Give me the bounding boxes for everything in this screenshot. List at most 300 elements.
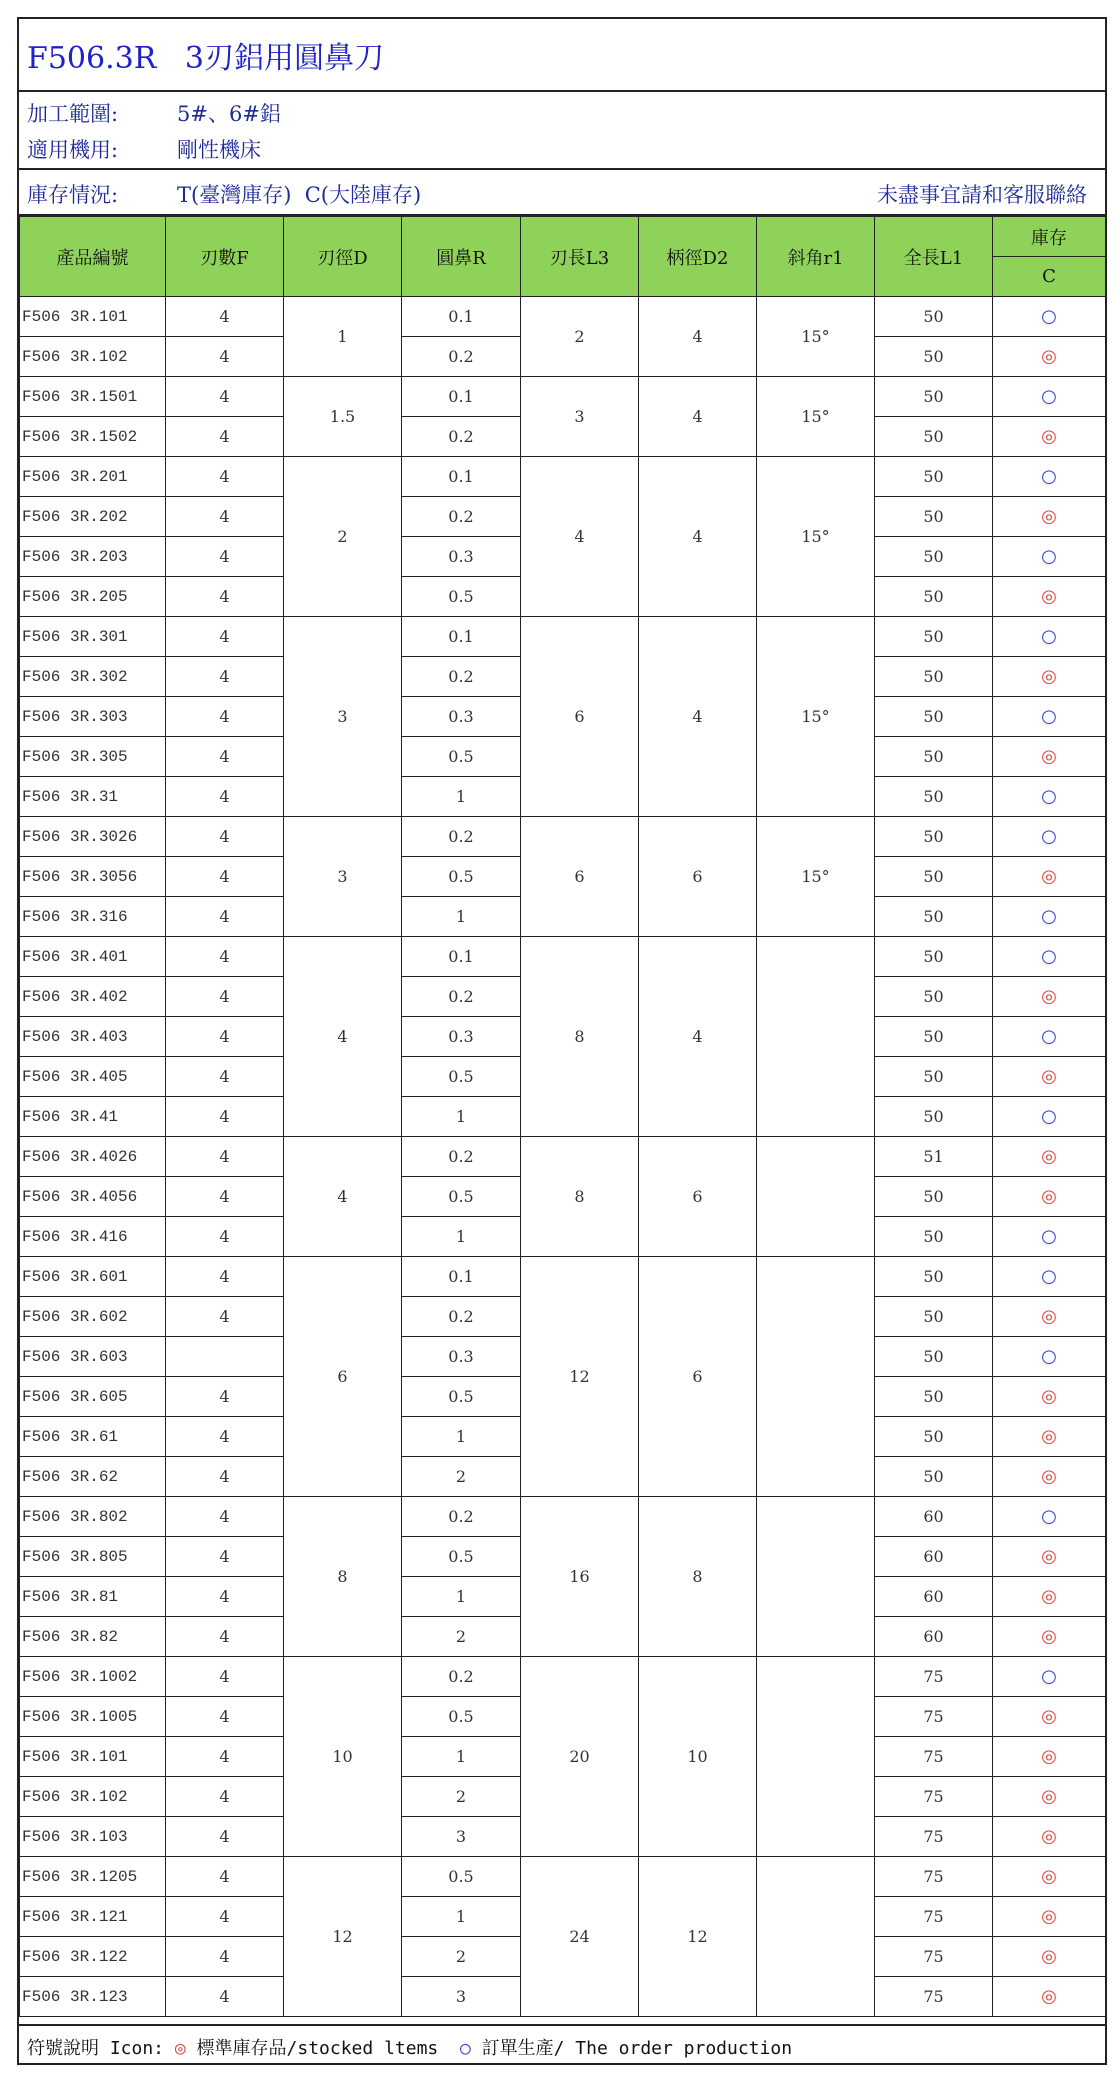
stock-cell <box>993 417 1106 457</box>
cutter-diameter: 4 <box>284 937 402 1137</box>
stocked-symbol-icon: ◎ <box>1041 1066 1057 1087</box>
flute-count: 4 <box>166 1417 284 1457</box>
table-row <box>20 377 1106 417</box>
stocked-symbol-icon: ◎ <box>1041 866 1057 887</box>
contact-note: 未盡事宜請和客服聯絡 <box>877 183 1087 207</box>
product-code: F506 3R.1502 <box>20 417 166 457</box>
stock-cell <box>993 1937 1106 1977</box>
stocked-symbol-icon: ◎ <box>1041 1866 1057 1887</box>
order-symbol-icon: ○ <box>1041 626 1057 647</box>
overall-length: 50 <box>875 297 993 337</box>
flute-count: 4 <box>166 937 284 977</box>
stocked-symbol-icon: ◎ <box>1041 1586 1057 1607</box>
order-symbol-icon: ○ <box>1041 946 1057 967</box>
overall-length: 75 <box>875 1857 993 1897</box>
flute-length: 2 <box>521 297 639 377</box>
stock-cell <box>993 1777 1106 1817</box>
corner-radius: 0.1 <box>402 617 521 657</box>
helix-angle: 15° <box>757 297 875 377</box>
overall-length: 50 <box>875 1417 993 1457</box>
overall-length: 50 <box>875 1217 993 1257</box>
corner-radius: 0.1 <box>402 457 521 497</box>
corner-radius: 0.2 <box>402 657 521 697</box>
stock-cell <box>993 937 1106 977</box>
legend-row <box>19 2024 1105 2063</box>
stocked-symbol-icon: ◎ <box>1041 1626 1057 1647</box>
col-header-code: 產品編號 <box>20 217 166 297</box>
helix-angle <box>757 1857 875 2017</box>
order-symbol-icon: ○ <box>1041 706 1057 727</box>
table-body <box>20 297 1106 2017</box>
corner-radius: 2 <box>402 1777 521 1817</box>
col-header-shank: 柄徑D2 <box>639 217 757 297</box>
order-symbol-icon: ○ <box>1041 1226 1057 1247</box>
flute-count: 4 <box>166 1097 284 1137</box>
product-code: F506 3R.122 <box>20 1937 166 1977</box>
flute-count: 4 <box>166 1617 284 1657</box>
title-row <box>19 19 1105 92</box>
shank-diameter: 10 <box>639 1657 757 1857</box>
corner-radius: 0.3 <box>402 1017 521 1057</box>
stock-cell <box>993 577 1106 617</box>
flute-count: 4 <box>166 1257 284 1297</box>
corner-radius: 0.3 <box>402 1337 521 1377</box>
product-code: F506 3R.802 <box>20 1497 166 1537</box>
stock-status <box>27 179 421 209</box>
product-code: F506 3R.4056 <box>20 1177 166 1217</box>
info-row <box>19 92 1105 170</box>
corner-radius: 0.1 <box>402 1257 521 1297</box>
overall-length: 75 <box>875 1897 993 1937</box>
stock-cell <box>993 1497 1106 1537</box>
stocked-symbol-icon: ◎ <box>1041 1546 1057 1567</box>
stocked-symbol-icon: ◎ <box>1041 1746 1057 1767</box>
product-code: F506 3R.316 <box>20 897 166 937</box>
corner-radius: 1 <box>402 1097 521 1137</box>
order-symbol-icon: ○ <box>1041 466 1057 487</box>
shank-diameter: 12 <box>639 1857 757 2017</box>
helix-angle <box>757 1257 875 1497</box>
overall-length: 50 <box>875 1017 993 1057</box>
stock-cell <box>993 497 1106 537</box>
corner-radius: 3 <box>402 1977 521 2017</box>
cutter-diameter: 10 <box>284 1657 402 1857</box>
stocked-symbol-icon: ◎ <box>1041 1906 1057 1927</box>
stock-status-label: 庫存情況: <box>27 183 119 207</box>
stock-cell <box>993 1097 1106 1137</box>
flute-count: 4 <box>166 657 284 697</box>
cutter-diameter: 4 <box>284 1137 402 1257</box>
order-symbol-icon: ○ <box>1041 1346 1057 1367</box>
flute-count: 4 <box>166 1217 284 1257</box>
corner-radius: 0.5 <box>402 1697 521 1737</box>
table-row <box>20 297 1106 337</box>
table-row <box>20 1137 1106 1177</box>
stock-cell <box>993 1657 1106 1697</box>
product-code: F506 3R.303 <box>20 697 166 737</box>
col-header-stock: 庫存 <box>993 217 1106 257</box>
corner-radius: 3 <box>402 1817 521 1857</box>
corner-radius: 0.1 <box>402 377 521 417</box>
product-code: F506 3R.1501 <box>20 377 166 417</box>
legend-order-text: 訂單生產/ The order production <box>470 2038 793 2059</box>
product-code: F506 3R.403 <box>20 1017 166 1057</box>
stocked-symbol-icon: ◎ <box>1041 1986 1057 2007</box>
stocked-symbol-icon: ◎ <box>1041 1306 1057 1327</box>
order-symbol-icon: ○ <box>1041 1266 1057 1287</box>
overall-length: 75 <box>875 1777 993 1817</box>
flute-length: 3 <box>521 377 639 457</box>
order-symbol-icon: ○ <box>1041 906 1057 927</box>
flute-count: 4 <box>166 697 284 737</box>
corner-radius: 0.3 <box>402 537 521 577</box>
corner-radius: 0.2 <box>402 1137 521 1177</box>
product-code: F506 3R.81 <box>20 1577 166 1617</box>
legend <box>27 2034 792 2060</box>
overall-length: 50 <box>875 737 993 777</box>
stock-cell <box>993 977 1106 1017</box>
stock-cell <box>993 657 1106 697</box>
flute-count: 4 <box>166 1457 284 1497</box>
corner-radius: 0.5 <box>402 1057 521 1097</box>
stocked-symbol-icon: ◎ <box>1041 1786 1057 1807</box>
applicable-machine <box>27 134 261 164</box>
col-header-diameter: 刃徑D <box>284 217 402 297</box>
stock-cell <box>993 1177 1106 1217</box>
helix-angle <box>757 1497 875 1657</box>
overall-length: 50 <box>875 1257 993 1297</box>
overall-length: 50 <box>875 817 993 857</box>
flute-count: 4 <box>166 1377 284 1417</box>
stock-cell <box>993 1297 1106 1337</box>
order-symbol-icon: ○ <box>1041 386 1057 407</box>
product-code: F506 3R.805 <box>20 1537 166 1577</box>
corner-radius: 0.5 <box>402 1177 521 1217</box>
corner-radius: 0.2 <box>402 1657 521 1697</box>
table-row <box>20 1497 1106 1537</box>
product-code: F506 3R.3026 <box>20 817 166 857</box>
order-symbol-icon: ○ <box>459 2038 471 2059</box>
overall-length: 50 <box>875 417 993 457</box>
cutter-diameter: 3 <box>284 617 402 817</box>
corner-radius: 2 <box>402 1937 521 1977</box>
flute-count <box>166 1337 284 1377</box>
col-header-flute-length: 刃長L3 <box>521 217 639 297</box>
stock-cell <box>993 1817 1106 1857</box>
flute-count: 4 <box>166 457 284 497</box>
stocked-symbol-icon: ◎ <box>1041 426 1057 447</box>
helix-angle: 15° <box>757 457 875 617</box>
overall-length: 50 <box>875 697 993 737</box>
flute-length: 12 <box>521 1257 639 1497</box>
stock-cell <box>993 1697 1106 1737</box>
applicable-machine-label: 適用機用: <box>27 138 119 162</box>
table-row <box>20 1657 1106 1697</box>
product-code: F506 3R.4026 <box>20 1137 166 1177</box>
table-row <box>20 817 1106 857</box>
product-code: F506 3R.416 <box>20 1217 166 1257</box>
order-symbol-icon: ○ <box>1041 786 1057 807</box>
product-code: F506 3R.602 <box>20 1297 166 1337</box>
overall-length: 50 <box>875 1457 993 1497</box>
product-code: F506 3R.305 <box>20 737 166 777</box>
stock-cell <box>993 1897 1106 1937</box>
stocked-symbol-icon: ◎ <box>1041 1146 1057 1167</box>
order-symbol-icon: ○ <box>1041 1106 1057 1127</box>
stock-cell <box>993 1457 1106 1497</box>
corner-radius: 0.2 <box>402 1297 521 1337</box>
col-header-flutes: 刃數F <box>166 217 284 297</box>
overall-length: 50 <box>875 617 993 657</box>
stocked-symbol-icon: ◎ <box>1041 1426 1057 1447</box>
table-row <box>20 1857 1106 1897</box>
stock-cell <box>993 1217 1106 1257</box>
product-code: F506 3R.82 <box>20 1617 166 1657</box>
stock-cell <box>993 897 1106 937</box>
stock-cell <box>993 337 1106 377</box>
corner-radius: 0.2 <box>402 337 521 377</box>
order-symbol-icon: ○ <box>1041 1506 1057 1527</box>
applicable-machine-value: 剛性機床 <box>177 138 261 162</box>
stock-cell <box>993 1337 1106 1377</box>
stock-cell <box>993 697 1106 737</box>
overall-length: 50 <box>875 497 993 537</box>
overall-length: 50 <box>875 1057 993 1097</box>
corner-radius: 1 <box>402 1737 521 1777</box>
product-code: F506 3R.1002 <box>20 1657 166 1697</box>
product-code: F506 3R.121 <box>20 1897 166 1937</box>
corner-radius: 0.3 <box>402 697 521 737</box>
flute-count: 4 <box>166 1657 284 1697</box>
shank-diameter: 6 <box>639 1137 757 1257</box>
overall-length: 50 <box>875 777 993 817</box>
flute-length: 24 <box>521 1857 639 2017</box>
stock-cell <box>993 777 1106 817</box>
corner-radius: 0.5 <box>402 1857 521 1897</box>
stock-status-value: T(臺灣庫存) C(大陸庫存) <box>177 183 422 207</box>
stocked-symbol-icon: ◎ <box>1041 1186 1057 1207</box>
product-code: F506 3R.202 <box>20 497 166 537</box>
product-code: F506 3R.402 <box>20 977 166 1017</box>
stock-cell <box>993 1377 1106 1417</box>
corner-radius: 0.5 <box>402 577 521 617</box>
corner-radius: 0.2 <box>402 417 521 457</box>
stock-cell <box>993 817 1106 857</box>
overall-length: 60 <box>875 1617 993 1657</box>
overall-length: 50 <box>875 1297 993 1337</box>
stocked-symbol-icon: ◎ <box>1041 986 1057 1007</box>
col-header-stock-c: C <box>993 257 1106 297</box>
flute-count: 4 <box>166 1577 284 1617</box>
flute-count: 4 <box>166 977 284 1017</box>
helix-angle <box>757 1657 875 1857</box>
stock-cell <box>993 1417 1106 1457</box>
product-code: F506 3R.41 <box>20 1097 166 1137</box>
product-code: F506 3R.1205 <box>20 1857 166 1897</box>
flute-count: 4 <box>166 777 284 817</box>
corner-radius: 0.2 <box>402 817 521 857</box>
corner-radius: 1 <box>402 777 521 817</box>
product-code: F506 3R.301 <box>20 617 166 657</box>
stocked-symbol-icon: ◎ <box>1041 1946 1057 1967</box>
stocked-symbol-icon: ◎ <box>1041 1706 1057 1727</box>
product-code: F506 3R.61 <box>20 1417 166 1457</box>
flute-count: 4 <box>166 737 284 777</box>
stock-cell <box>993 1017 1106 1057</box>
stock-cell <box>993 457 1106 497</box>
stocked-symbol-icon: ◎ <box>1041 1386 1057 1407</box>
product-code: F506 3R.101 <box>20 1737 166 1777</box>
stocked-symbol-icon: ◎ <box>1041 666 1057 687</box>
flute-count: 4 <box>166 617 284 657</box>
shank-diameter: 8 <box>639 1497 757 1657</box>
helix-angle <box>757 1137 875 1257</box>
stock-cell <box>993 1977 1106 2017</box>
flute-count: 4 <box>166 337 284 377</box>
shank-diameter: 6 <box>639 817 757 937</box>
corner-radius: 0.2 <box>402 977 521 1017</box>
flute-count: 4 <box>166 1817 284 1857</box>
product-code: F506 3R.62 <box>20 1457 166 1497</box>
flute-count: 4 <box>166 1737 284 1777</box>
table-row <box>20 937 1106 977</box>
col-header-angle: 斜角r1 <box>757 217 875 297</box>
corner-radius: 0.2 <box>402 1497 521 1537</box>
overall-length: 50 <box>875 457 993 497</box>
flute-count: 4 <box>166 1137 284 1177</box>
product-code: F506 3R.102 <box>20 1777 166 1817</box>
stocked-symbol-icon: ◎ <box>1041 1466 1057 1487</box>
cutter-diameter: 12 <box>284 1857 402 2017</box>
flute-count: 4 <box>166 1937 284 1977</box>
product-code: F506 3R.103 <box>20 1817 166 1857</box>
overall-length: 50 <box>875 1377 993 1417</box>
stock-cell <box>993 1857 1106 1897</box>
order-symbol-icon: ○ <box>1041 826 1057 847</box>
stocked-symbol-icon: ◎ <box>1041 1826 1057 1847</box>
corner-radius: 0.5 <box>402 1377 521 1417</box>
table-row <box>20 457 1106 497</box>
stock-cell <box>993 737 1106 777</box>
flute-count: 4 <box>166 1777 284 1817</box>
corner-radius: 1 <box>402 1897 521 1937</box>
flute-count: 4 <box>166 297 284 337</box>
overall-length: 60 <box>875 1577 993 1617</box>
overall-length: 50 <box>875 1337 993 1377</box>
product-code: F506 3R.203 <box>20 537 166 577</box>
product-code: F506 3R.401 <box>20 937 166 977</box>
stocked-symbol-icon: ◎ <box>1041 586 1057 607</box>
corner-radius: 0.5 <box>402 737 521 777</box>
overall-length: 75 <box>875 1697 993 1737</box>
cutter-diameter: 3 <box>284 817 402 937</box>
cutter-diameter: 6 <box>284 1257 402 1497</box>
machining-range <box>27 98 281 128</box>
corner-radius: 1 <box>402 1417 521 1457</box>
shank-diameter: 4 <box>639 457 757 617</box>
shank-diameter: 4 <box>639 937 757 1137</box>
flute-length: 6 <box>521 817 639 937</box>
flute-length: 4 <box>521 457 639 617</box>
flute-count: 4 <box>166 897 284 937</box>
stock-cell <box>993 857 1106 897</box>
flute-length: 20 <box>521 1657 639 1857</box>
product-code: F506 3R.405 <box>20 1057 166 1097</box>
flute-count: 4 <box>166 1017 284 1057</box>
overall-length: 75 <box>875 1657 993 1697</box>
flute-count: 4 <box>166 497 284 537</box>
corner-radius: 0.5 <box>402 857 521 897</box>
stock-cell <box>993 1537 1106 1577</box>
overall-length: 50 <box>875 937 993 977</box>
helix-angle: 15° <box>757 817 875 937</box>
overall-length: 75 <box>875 1737 993 1777</box>
stocked-symbol-icon: ◎ <box>1041 746 1057 767</box>
table-row <box>20 617 1106 657</box>
product-code: F506 3R.201 <box>20 457 166 497</box>
stock-cell <box>993 537 1106 577</box>
shank-diameter: 4 <box>639 297 757 377</box>
corner-radius: 1 <box>402 1577 521 1617</box>
helix-angle <box>757 937 875 1137</box>
corner-radius: 0.5 <box>402 1537 521 1577</box>
order-symbol-icon: ○ <box>1041 546 1057 567</box>
stocked-symbol-icon: ◎ <box>1041 346 1057 367</box>
flute-count: 4 <box>166 857 284 897</box>
stocked-symbol-icon: ◎ <box>174 2038 186 2059</box>
order-symbol-icon: ○ <box>1041 1666 1057 1687</box>
product-table <box>19 216 1106 2017</box>
flute-count: 4 <box>166 817 284 857</box>
product-sheet <box>17 17 1107 2065</box>
overall-length: 75 <box>875 1937 993 1977</box>
product-code: F506 3R.603 <box>20 1337 166 1377</box>
legend-prefix: 符號說明 Icon: <box>27 2038 175 2059</box>
stock-cell <box>993 297 1106 337</box>
product-code: F506 3R.3056 <box>20 857 166 897</box>
stock-cell <box>993 377 1106 417</box>
cutter-diameter: 1 <box>284 297 402 377</box>
overall-length: 60 <box>875 1497 993 1537</box>
machining-range-label: 加工範圍: <box>27 102 119 126</box>
overall-length: 75 <box>875 1817 993 1857</box>
overall-length: 50 <box>875 977 993 1017</box>
overall-length: 50 <box>875 377 993 417</box>
flute-count: 4 <box>166 417 284 457</box>
flute-length: 8 <box>521 1137 639 1257</box>
overall-length: 50 <box>875 577 993 617</box>
cutter-diameter: 8 <box>284 1497 402 1657</box>
corner-radius: 0.1 <box>402 937 521 977</box>
product-code: F506 3R.31 <box>20 777 166 817</box>
flute-count: 4 <box>166 1857 284 1897</box>
stock-cell <box>993 1737 1106 1777</box>
corner-radius: 0.2 <box>402 497 521 537</box>
stock-cell <box>993 617 1106 657</box>
flute-count: 4 <box>166 1177 284 1217</box>
product-code: F506 3R.205 <box>20 577 166 617</box>
stock-cell <box>993 1257 1106 1297</box>
product-code: F506 3R.605 <box>20 1377 166 1417</box>
product-code: F506 3R.1005 <box>20 1697 166 1737</box>
overall-length: 50 <box>875 1177 993 1217</box>
flute-count: 4 <box>166 377 284 417</box>
product-code: F506 3R.302 <box>20 657 166 697</box>
corner-radius: 1 <box>402 897 521 937</box>
flute-count: 4 <box>166 1497 284 1537</box>
flute-count: 4 <box>166 1977 284 2017</box>
legend-stocked-text: 標準庫存品/stocked ltems <box>185 2038 460 2059</box>
